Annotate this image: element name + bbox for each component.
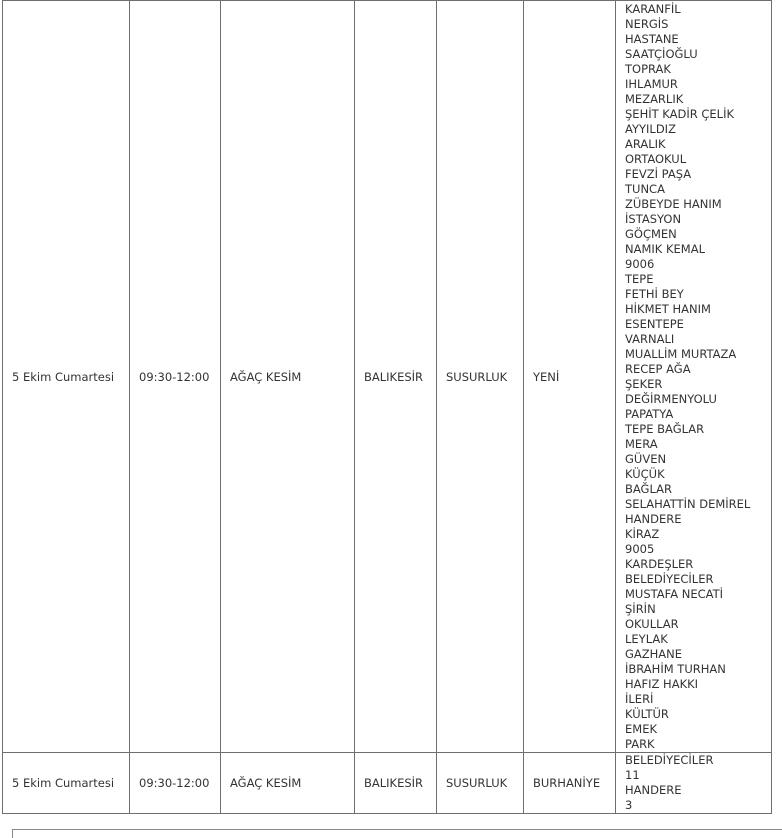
street-item: ZÜBEYDE HANIM: [625, 197, 722, 211]
street-item: OKULLAR: [625, 617, 679, 631]
date-cell: 5 Ekim Cumartesi: [3, 1, 130, 753]
street-item: HASTANE: [625, 32, 679, 46]
street-item: AYYILDIZ: [625, 122, 676, 136]
street-item: TEPE: [625, 272, 654, 286]
street-item: MEZARLIK: [625, 92, 684, 106]
street-item: NAMIK KEMAL: [625, 242, 705, 256]
street-item: HAFIZ HAKKI: [625, 677, 699, 691]
street-item: GÖÇMEN: [625, 227, 677, 241]
outage-row: [3, 753, 772, 814]
street-item: İBRAHİM TURHAN: [625, 662, 726, 676]
street-item: RECEP AĞA: [625, 362, 691, 376]
street-item: GAZHANE: [625, 647, 683, 661]
street-item: İSTASYON: [625, 212, 682, 226]
street-item: ARALIK: [625, 137, 666, 151]
street-item: NERGİS: [625, 17, 669, 31]
street-item: BAĞLAR: [625, 482, 672, 496]
street-item: İLERİ: [625, 692, 654, 706]
street-item: HANDERE: [625, 783, 682, 797]
neighborhood-cell: BURHANİYE: [524, 753, 616, 814]
time-cell: 09:30-12:00: [130, 1, 221, 753]
street-item: GÜVEN: [625, 452, 667, 466]
street-item: ŞEHİT KADİR ÇELİK: [625, 107, 735, 121]
street-item: ORTAOKUL: [625, 152, 687, 166]
time-cell: 09:30-12:00: [130, 753, 221, 814]
street-item: SAATÇİOĞLU: [625, 47, 698, 61]
street-item: KİRAZ: [625, 527, 660, 541]
street-item: LEYLAK: [625, 632, 668, 646]
streets-cell: [616, 1, 772, 753]
street-item: DEĞİRMENYOLU: [625, 392, 717, 406]
street-item: 9005: [625, 542, 655, 556]
street-item: HİKMET HANIM: [625, 302, 711, 316]
date-cell: 5 Ekim Cumartesi: [3, 753, 130, 814]
reason-cell: AĞAÇ KESİM: [221, 753, 355, 814]
outage-table: [2, 0, 772, 814]
street-item: PARK: [625, 737, 655, 751]
street-item: BELEDİYECİLER: [625, 753, 714, 767]
street-item: KARANFİL: [625, 2, 681, 16]
street-item: FEVZİ PAŞA: [625, 167, 692, 181]
street-item: KÜLTÜR: [625, 707, 669, 721]
street-item: MUALLİM MURTAZA: [625, 347, 737, 361]
street-item: BELEDİYECİLER: [625, 572, 714, 586]
district-cell: SUSURLUK: [437, 753, 524, 814]
city-cell: BALIKESİR: [355, 753, 437, 814]
street-item: HANDERE: [625, 512, 682, 526]
street-item: ŞİRİN: [625, 602, 656, 616]
street-item: TEPE BAĞLAR: [625, 422, 705, 436]
street-item: 3: [625, 798, 633, 812]
reason-cell: AĞAÇ KESİM: [221, 1, 355, 753]
street-item: TUNCA: [625, 182, 665, 196]
street-item: ŞEKER: [625, 377, 663, 391]
street-list: [625, 2, 771, 752]
streets-cell: [616, 753, 772, 814]
street-item: SELAHATTİN DEMİREL: [625, 497, 751, 511]
street-item: VARNALI: [625, 332, 675, 346]
street-item: KÜÇÜK: [625, 467, 665, 481]
outage-row: [3, 1, 772, 753]
street-list: [625, 753, 771, 813]
street-item: MUSTAFA NECATİ: [625, 587, 724, 601]
street-item: FETHİ BEY: [625, 287, 684, 301]
street-item: PAPATYA: [625, 407, 674, 421]
neighborhood-cell: YENİ: [524, 1, 616, 753]
street-item: IHLAMUR: [625, 77, 678, 91]
street-item: MERA: [625, 437, 658, 451]
street-item: 9006: [625, 257, 655, 271]
street-item: 11: [625, 768, 640, 782]
city-cell: BALIKESİR: [355, 1, 437, 753]
street-item: KARDEŞLER: [625, 557, 694, 571]
district-cell: SUSURLUK: [437, 1, 524, 753]
street-item: EMEK: [625, 722, 657, 736]
outage-table-body: [3, 1, 772, 814]
street-item: TOPRAK: [625, 62, 671, 76]
street-item: ESENTEPE: [625, 317, 684, 331]
